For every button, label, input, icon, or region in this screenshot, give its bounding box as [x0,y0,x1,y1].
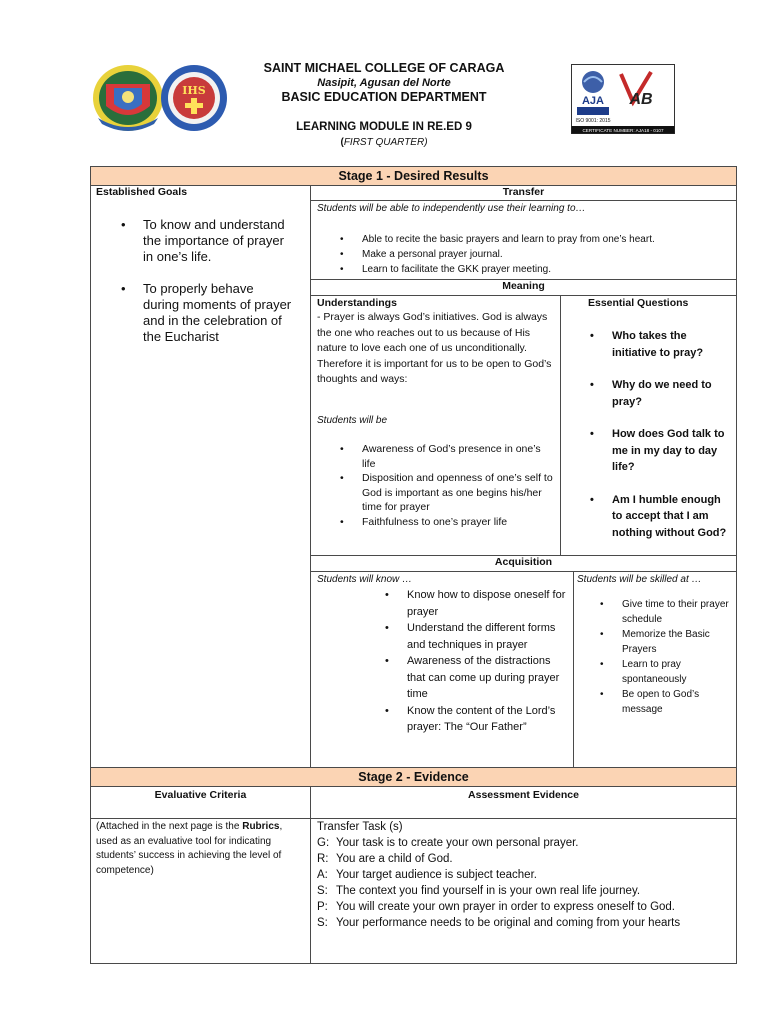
grasps-item: A: Your target audience is subject teacher. [317,869,537,881]
grasps-item: S: The context you find yourself in is your own real life journey. [317,885,641,897]
acquisition-heading: Acquisition [494,556,553,568]
skilled-list [622,597,732,717]
know-list [407,587,567,736]
goal-item: • To know and understand the importance of prayer in one’s life. [143,217,293,265]
rule [560,295,561,555]
ihs-logo-text: IHS [182,84,206,97]
understanding-item: • Awareness of God’s presence in one’s life [362,442,556,471]
established-goals-list [143,217,293,345]
established-goals-heading: Established Goals [96,186,188,198]
know-item: • Understand the different forms and techniques in prayer [407,620,567,653]
skilled-item: • Learn to pray spontaneously [622,657,732,687]
evaluative-criteria-heading: Evaluative Criteria [154,789,247,801]
transfer-intro: Students will be able to independently use their learning to… [317,203,586,214]
skilled-item: • Be open to God’s message [622,687,732,717]
question-item: • How does God talk to me in my day to day life? [612,426,730,476]
rule [90,818,737,819]
grasps-item: S: Your performance needs to be original and coming from your hearts [317,917,681,929]
module-title: LEARNING MODULE IN RE.ED 9 [296,121,472,133]
students-will-be-label: Students will be [317,415,388,426]
question-item: • Why do we need to pray? [612,377,730,410]
stage1-title: Stage 1 - Desired Results [91,167,736,185]
transfer-item: • Learn to facilitate the GKK prayer meeting. [362,262,732,277]
department-name: BASIC EDUCATION DEPARTMENT [281,90,487,104]
school-name: SAINT MICHAEL COLLEGE OF CARAGA [263,61,505,75]
understanding-item: • Disposition and openness of one’s self to God is important as one begins his/her time for prayer [362,471,556,515]
cert-number-text: CERTIFICATE NUMBER: AJA18 - 0107 [582,128,664,133]
grasps-list [317,835,717,931]
table-border-left [90,166,91,964]
know-item: • Awareness of the distractions that can come up during prayer time [407,653,567,703]
rule [90,767,737,768]
rule [90,786,737,787]
table-border-top [90,166,737,167]
rule [310,786,311,964]
know-item: • Know how to dispose oneself for prayer [407,587,567,620]
question-item: • Who takes the initiative to pray? [612,328,730,361]
grasps-item: P: You will create your own prayer in order to express oneself to God. [317,901,676,913]
students-skilled-label: Students will be skilled at … [577,574,702,585]
know-item: • Know the content of the Lord’s prayer: The “Our Father” [407,703,567,736]
evaluative-criteria-text: (Attached in the next page is the Rubrics, used as an evaluative tool for indicating students’ success in achieving the level of competence) [96,821,283,876]
skilled-item: • Memorize the Basic Prayers [622,627,732,657]
transfer-item: • Able to recite the basic prayers and learn to pray from one’s heart. [362,232,732,247]
quarter-label: (FIRST QUARTER) [340,137,428,148]
school-location: Nasipit, Agusan del Norte [317,77,451,89]
transfer-task-title: Transfer Task (s) [317,821,403,833]
transfer-list [362,232,732,277]
understanding-item: • Faithfulness to one’s prayer life [362,515,556,530]
table-border-right [736,166,737,964]
understandings-heading: Understandings [317,297,397,309]
grasps-item: G: Your task is to create your own personal prayer. [317,837,579,849]
stage2-title: Stage 2 - Evidence [91,768,736,786]
assessment-evidence-heading: Assessment Evidence [468,789,579,801]
students-will-know-label: Students will know … [317,574,413,585]
cert-ab-text: AB [629,91,653,108]
question-item: • Am I humble enough to accept that I am nothing without God? [612,492,730,542]
grasps-item: R: You are a child of God. [317,853,453,865]
understandings-text: - Prayer is always God’s initiatives. God is always the one who reaches out to us because of His nature to love each one of us unconditionally. Therefore it is important for us to be open to God’s thoughts and ways: [317,311,552,385]
understandings-list [362,442,556,529]
essential-questions-list [612,328,730,541]
cert-aja-text: AJA [581,95,605,107]
cert-iso-text: ISO 9001: 2015 [575,118,611,124]
rule [573,571,574,768]
essential-questions-heading: Essential Questions [588,297,689,309]
table-border-bottom [90,963,737,964]
rule [310,185,311,768]
transfer-heading: Transfer [502,186,545,198]
meaning-heading: Meaning [502,280,545,292]
goal-item: • To properly behave during moments of prayer and in the celebration of the Eucharist [143,281,293,345]
transfer-item: • Make a personal prayer journal. [362,247,732,262]
skilled-item: • Give time to their prayer schedule [622,597,732,627]
